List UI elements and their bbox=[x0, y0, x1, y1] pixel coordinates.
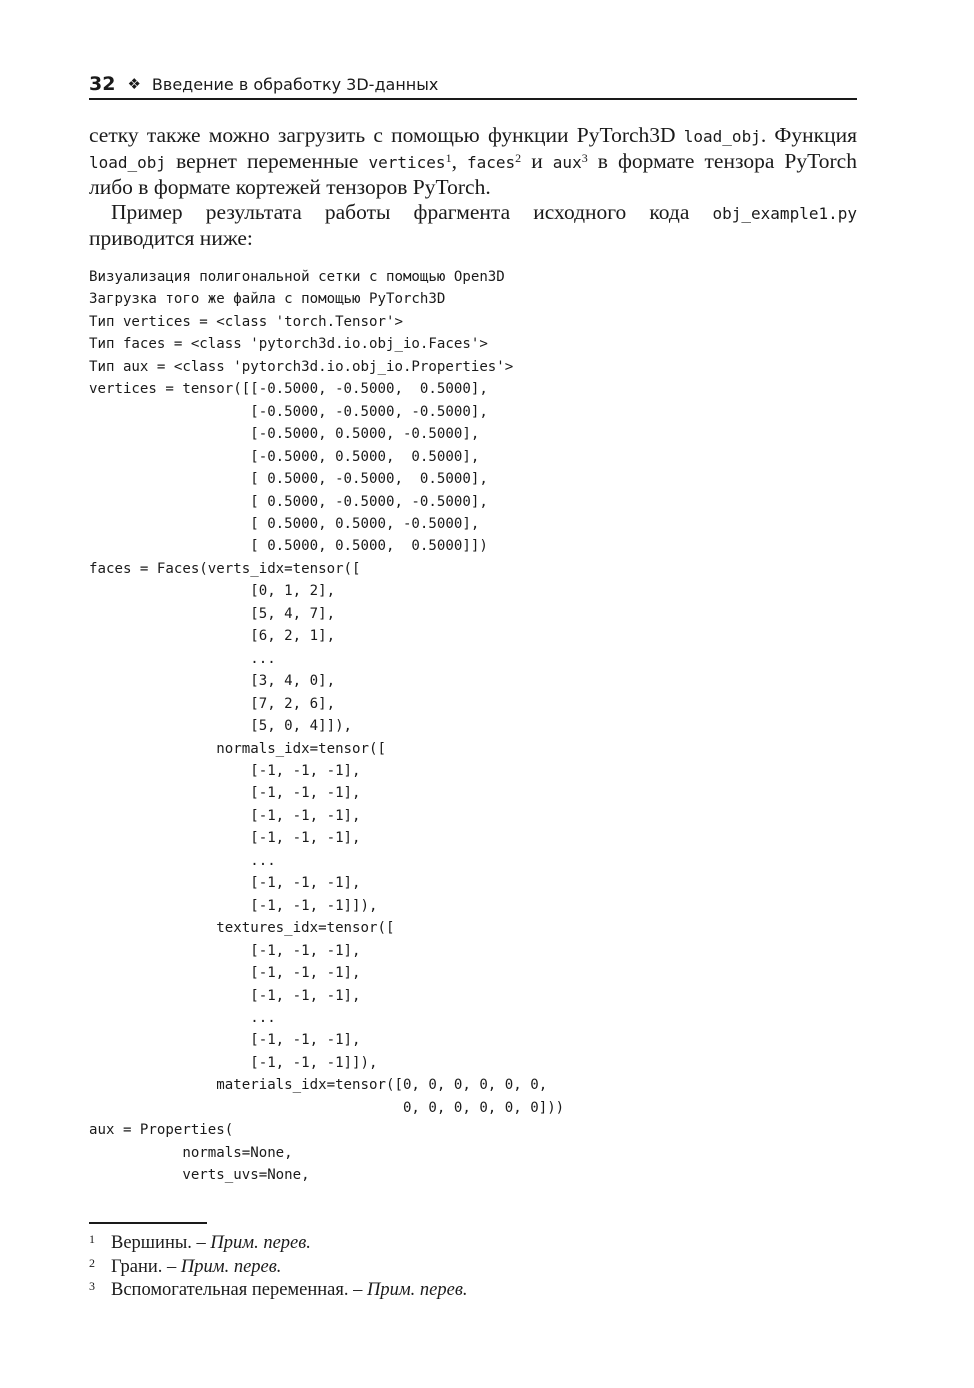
translator-note: Прим. перев. bbox=[366, 1280, 468, 1300]
footnote-divider bbox=[89, 1222, 207, 1224]
code-line: ... bbox=[89, 650, 276, 667]
code-line: [5, 4, 7], bbox=[89, 605, 336, 622]
code-line: faces = Faces(verts_idx=tensor([ bbox=[89, 560, 361, 577]
text-run: приводится ниже: bbox=[89, 226, 253, 250]
code-line: materials_idx=tensor([0, 0, 0, 0, 0, 0, bbox=[89, 1077, 548, 1094]
code-line: [-1, -1, -1]]), bbox=[89, 1054, 378, 1071]
inline-code: load_obj bbox=[683, 127, 761, 146]
footnote bbox=[89, 1232, 857, 1256]
text-run: сетку также можно загрузить с помощью функции PyTorch3D bbox=[89, 123, 684, 147]
paragraph-example-intro bbox=[89, 200, 857, 251]
code-line: [3, 4, 0], bbox=[89, 673, 336, 690]
code-line: ... bbox=[89, 1009, 276, 1026]
running-header bbox=[89, 70, 857, 100]
code-line: [-1, -1, -1], bbox=[89, 830, 361, 847]
code-line: verts_uvs=None, bbox=[89, 1167, 310, 1184]
footnote-body: Вспомогательная переменная. – bbox=[111, 1280, 367, 1300]
code-line: Тип vertices = <class 'torch.Tensor'> bbox=[89, 313, 403, 330]
footnote-number: 3 bbox=[89, 1279, 95, 1293]
code-line: [-0.5000, 0.5000, -0.5000], bbox=[89, 426, 480, 443]
code-line: ... bbox=[89, 852, 276, 869]
footnote-ref: 3 bbox=[581, 151, 588, 165]
footnote bbox=[89, 1256, 857, 1280]
code-line: [-1, -1, -1], bbox=[89, 942, 361, 959]
footnote-ref: 1 bbox=[445, 151, 452, 165]
code-line: [5, 0, 4]]), bbox=[89, 718, 353, 735]
footnote bbox=[89, 1279, 857, 1303]
code-line: [0, 1, 2], bbox=[89, 583, 336, 600]
footnote-text bbox=[111, 1279, 467, 1303]
footnote-text bbox=[111, 1256, 281, 1280]
text-run: . Функция bbox=[760, 123, 857, 147]
code-line: [ 0.5000, -0.5000, 0.5000], bbox=[89, 471, 488, 488]
page-number: 32 bbox=[89, 73, 116, 95]
code-line: [-1, -1, -1], bbox=[89, 807, 361, 824]
code-line: [-0.5000, 0.5000, 0.5000], bbox=[89, 448, 480, 465]
inline-code: obj_example1.py bbox=[712, 204, 857, 223]
text-run: в формате тензора PyTorch либо в формате кортежей тензоров PyTorch. bbox=[89, 149, 857, 199]
diamond-ornament-icon: ❖ bbox=[127, 75, 141, 93]
footnote-number: 2 bbox=[89, 1255, 95, 1270]
code-line: [-1, -1, -1]]), bbox=[89, 897, 378, 914]
code-line: [-1, -1, -1], bbox=[89, 762, 361, 779]
code-line: [ 0.5000, 0.5000, 0.5000]]) bbox=[89, 538, 488, 555]
paragraph-load-obj bbox=[89, 123, 857, 200]
inline-code: load_obj bbox=[89, 153, 167, 172]
text-run: , bbox=[451, 149, 467, 173]
code-line: [ 0.5000, 0.5000, -0.5000], bbox=[89, 515, 480, 532]
footnote-text bbox=[111, 1232, 311, 1256]
code-line: [-1, -1, -1], bbox=[89, 1032, 361, 1049]
code-line: normals=None, bbox=[89, 1144, 293, 1161]
code-line: Тип faces = <class 'pytorch3d.io.obj_io.Faces'> bbox=[89, 336, 488, 353]
text-run: и bbox=[521, 149, 553, 173]
translator-note: Прим. перев. bbox=[210, 1233, 311, 1253]
code-line: [ 0.5000, -0.5000, -0.5000], bbox=[89, 493, 488, 510]
code-line: [7, 2, 6], bbox=[89, 695, 336, 712]
footnote-number: 1 bbox=[89, 1232, 95, 1246]
code-line: [-1, -1, -1], bbox=[89, 987, 361, 1004]
code-line: aux = Properties( bbox=[89, 1122, 234, 1139]
code-line: [6, 2, 1], bbox=[89, 628, 336, 645]
code-line: Загрузка того же файла с помощью PyTorch3D bbox=[89, 291, 446, 308]
chapter-title: Введение в обработку 3D-данных bbox=[151, 74, 439, 94]
code-line: textures_idx=tensor([ bbox=[89, 920, 395, 937]
footnote-body: Вершины. – bbox=[111, 1233, 211, 1253]
translator-note: Прим. перев. bbox=[180, 1256, 282, 1277]
code-line: [-1, -1, -1], bbox=[89, 875, 361, 892]
inline-code: vertices bbox=[368, 153, 446, 172]
code-line: Тип aux = <class 'pytorch3d.io.obj_io.Properties'> bbox=[89, 358, 514, 375]
code-listing bbox=[89, 266, 859, 1187]
inline-code: faces bbox=[467, 153, 516, 172]
code-line: [-0.5000, -0.5000, -0.5000], bbox=[89, 403, 488, 420]
footnote-body: Грани. – bbox=[111, 1256, 181, 1277]
body-text bbox=[89, 123, 857, 251]
code-line: normals_idx=tensor([ bbox=[89, 740, 386, 757]
text-run: Пример результата работы фрагмента исходного кода bbox=[111, 200, 713, 224]
code-line: Визуализация полигональной сетки с помощью Open3D bbox=[89, 269, 505, 285]
text-run: вернет переменные bbox=[166, 149, 369, 173]
footnote-ref: 2 bbox=[515, 151, 522, 165]
code-line: [-1, -1, -1], bbox=[89, 965, 361, 982]
code-line: [-1, -1, -1], bbox=[89, 785, 361, 802]
footnotes bbox=[89, 1232, 857, 1303]
code-line: 0, 0, 0, 0, 0, 0])) bbox=[89, 1099, 565, 1116]
inline-code: aux bbox=[552, 153, 582, 172]
code-line: vertices = tensor([[-0.5000, -0.5000, 0.5000], bbox=[89, 381, 488, 398]
